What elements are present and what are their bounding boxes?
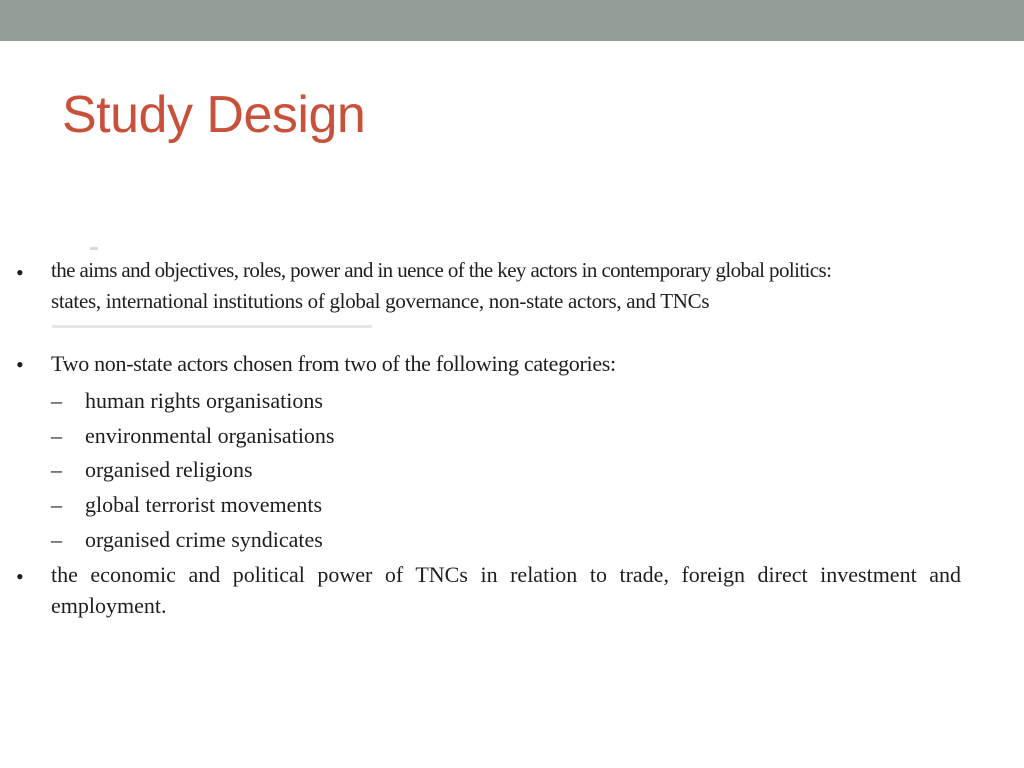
scan-artifact — [90, 247, 98, 250]
sub-item-environmental: environmental organisations — [85, 423, 335, 448]
slide-title: Study Design — [62, 86, 366, 144]
sub-item-dash: – — [51, 527, 62, 552]
bullet-3-line-2: employment. — [51, 593, 167, 618]
bullet-2-line-1: Two non-state actors chosen from two of the following categories: — [51, 351, 616, 376]
bullet-1-line-2: states, international institutions of global governance, non-state actors, and TNCs — [51, 289, 710, 313]
bullet-3-line-1: the economic and political power of TNCs in relation to trade, foreign direct investment and — [51, 562, 961, 587]
sub-item-religions: organised religions — [85, 457, 253, 482]
bullet-marker: • — [16, 564, 24, 589]
sub-item-crime: organised crime syndicates — [85, 527, 323, 552]
bullet-marker: • — [16, 352, 24, 377]
sub-item-dash: – — [51, 492, 62, 517]
sub-item-dash: – — [51, 457, 62, 482]
scan-artifact — [52, 325, 372, 328]
sub-item-dash: – — [51, 423, 62, 448]
sub-item-terrorist: global terrorist movements — [85, 492, 323, 517]
bullet-1-line-1: the aims and objectives, roles, power and in uence of the key actors in contemporary global politics: — [51, 258, 832, 282]
bullet-marker: • — [16, 260, 24, 285]
sub-item-dash: – — [51, 388, 62, 413]
sub-item-human-rights: human rights organisations — [85, 388, 323, 413]
